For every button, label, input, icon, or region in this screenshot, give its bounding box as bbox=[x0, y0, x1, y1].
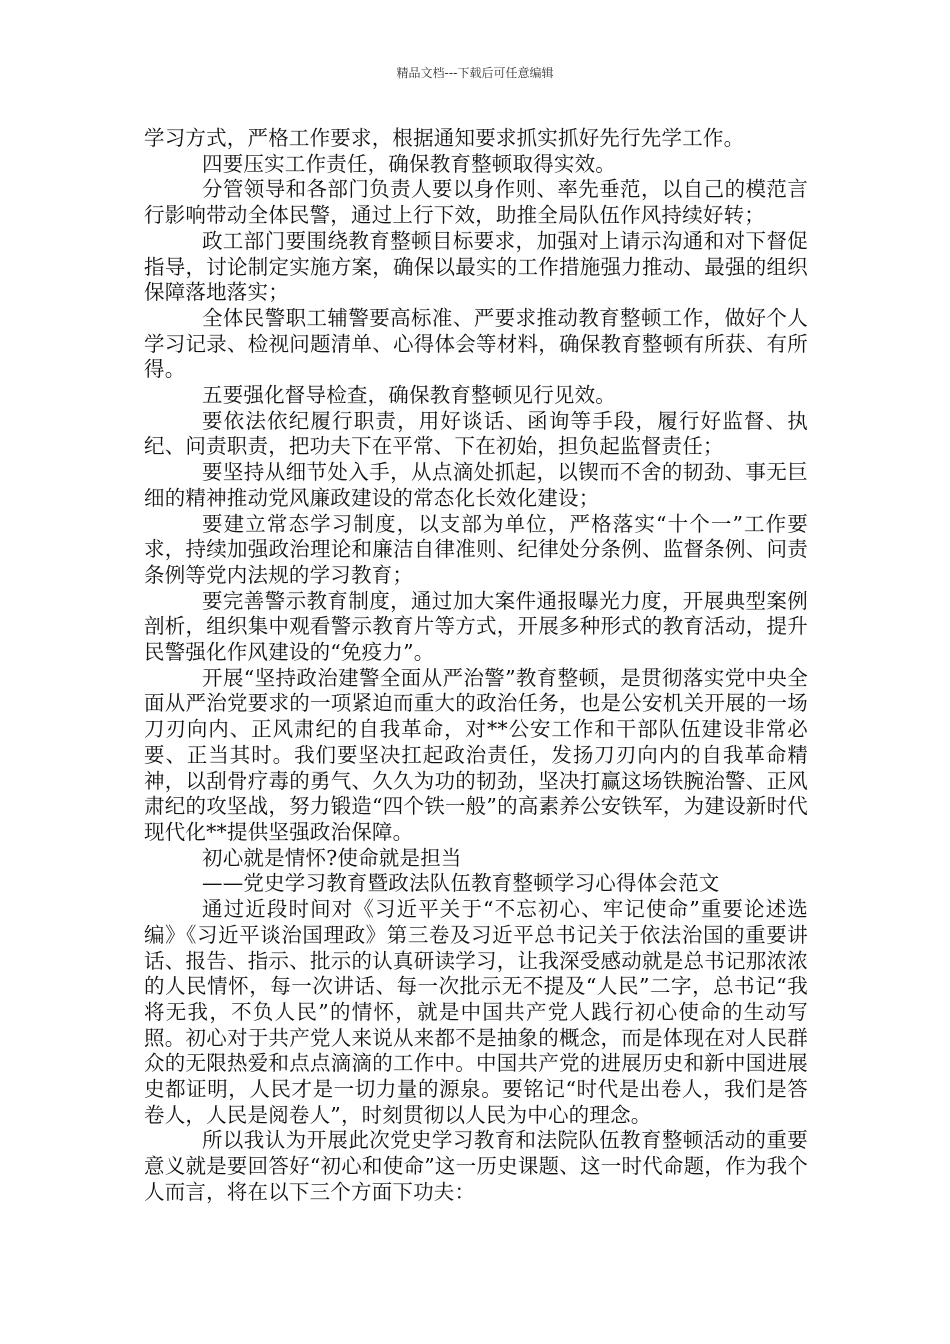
essay-title: 初心就是情怀?使命就是担当 bbox=[202, 845, 462, 870]
paragraph: 通过近段时间对《习近平关于“不忘初心、牢记使命”重要论述选编》《习近平谈治国理政》第三卷及习近平总书记关于依法治国的重要讲话、报告、指示、批示的认真研读学习，让我深受感动就是总书记那浓浓的人民情怀，每一次讲话、每一次批示无不提及“人民”二字，总书记“我将无我，不负人民”的情怀，就是中国共产党人践行初心使命的生动写照。初心对于共产党人来说从来都不是抽象的概念，而是体现在对人民群众的无限热爱和点点滴滴的工作中。中国共产党的进展历史和新中国进展史都证明，人民才是一切力量的源泉。要铭记“时代是出卷人，我们是答卷人，人民是阅卷人”，时刻贯彻以人民为中心的理念。 bbox=[144, 897, 808, 1127]
paragraph: 学习方式，严格工作要求，根据通知要求抓实抓好先行先学工作。 bbox=[144, 126, 745, 150]
paragraph: 所以我认为开展此次党史学习教育和法院队伍教育整顿活动的重要意义就是要回答好“初心和使命”这一历史课题、这一时代命题，作为我个人而言，将在以下三个方面下功夫： bbox=[144, 1128, 808, 1204]
paragraph: 要坚持从细节处入手，从点滴处抓起，以锲而不舍的韧劲、事无巨细的精神推动党风廉政建设的常态化长效化建设； bbox=[144, 460, 808, 510]
essay-subtitle: ——党史学习教育暨政法队伍教育整顿学习心得体会范文 bbox=[202, 871, 720, 896]
section-heading: 五要强化督导检查，确保教育整顿见行见效。 bbox=[202, 383, 616, 408]
paragraph: 政工部门要围绕教育整顿目标要求，加强对上请示沟通和对下督促指导，讨论制定实施方案，确保以最实的工作措施强力推动、最强的组织保障落地落实； bbox=[144, 228, 808, 305]
paragraph: 开展“坚持政治建警全面从严治警”教育整顿，是贯彻落实党中央全面从严治党要求的一项紧迫而重大的政治任务，也是公安机关开展的一场刀刃向内、正风肃纪的自我革命，对**公安工作和干部队伍建设非常必要、正当其时。我们要坚决扛起政治责任，发扬刀刃向内的自我革命精神，以刮骨疗毒的勇气、久久为功的韧劲，坚决打赢这场铁腕治警、正风肃纪的攻坚战，努力锻造“四个铁一般”的高素养公安铁军，为建设新时代现代化**提供坚强政治保障。 bbox=[144, 665, 808, 844]
page-header: 精品文档---下载后可任意编辑 bbox=[396, 66, 554, 80]
paragraph: 要依法依纪履行职责，用好谈话、函询等手段，履行好监督、执纪、问责职责，把功夫下在平常、下在初始，担负起监督责任； bbox=[144, 408, 808, 459]
paragraph: 要完善警示教育制度，通过加大案件通报曝光力度，开展典型案例剖析，组织集中观看警示教育片等方式，开展多种形式的教育活动，提升民警强化作风建设的“免疫力”。 bbox=[144, 588, 808, 665]
section-heading: 四要压实工作责任，确保教育整顿取得实效。 bbox=[202, 151, 616, 176]
paragraph: 要建立常态学习制度，以支部为单位，严格落实“十个一”工作要求，持续加强政治理论和廉洁自律准则、纪律处分条例、监督条例、问责条例等党内法规的学习教育； bbox=[144, 511, 808, 587]
paragraph: 分管领导和各部门负责人要以身作则、率先垂范，以自己的模范言行影响带动全体民警，通过上行下效，助推全局队伍作风持续好转； bbox=[144, 177, 808, 228]
paragraph: 全体民警职工辅警要高标准、严要求推动教育整顿工作，做好个人学习记录、检视问题清单、心得体会等材料，确保教育整顿有所获、有所得。 bbox=[144, 305, 808, 382]
document-body bbox=[144, 126, 808, 1206]
